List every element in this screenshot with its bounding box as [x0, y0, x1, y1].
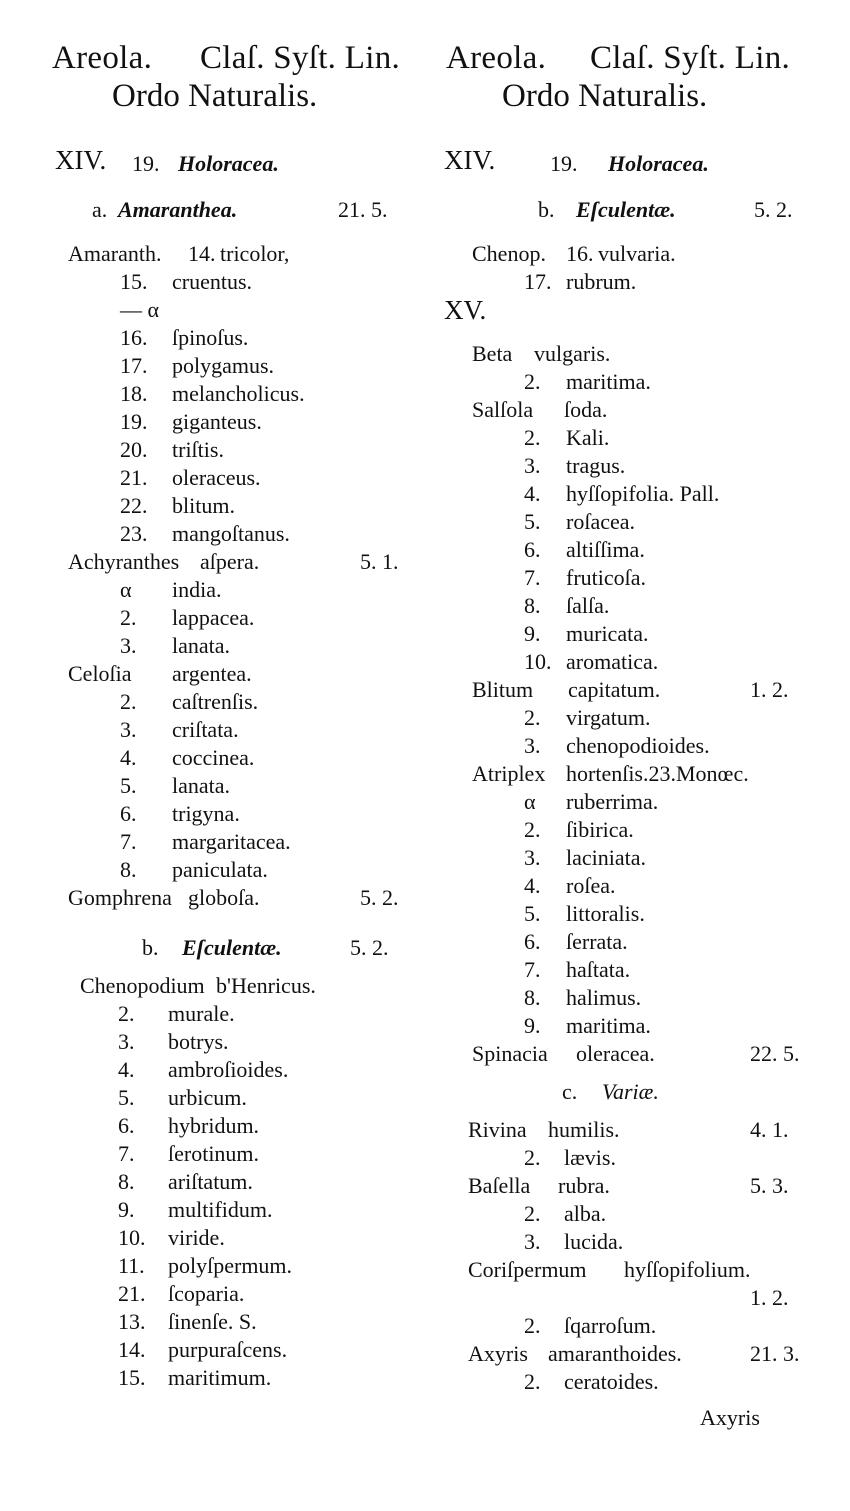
species-sp: coccinea.: [172, 745, 255, 770]
species-row: [0, 1140, 430, 1168]
species-row: [430, 844, 850, 872]
species-num: 20.: [120, 437, 148, 462]
subsection-b: [0, 934, 430, 962]
species-row: [430, 648, 850, 676]
species-row: [0, 772, 430, 800]
species-num: 11.: [118, 1253, 145, 1278]
species-row: [0, 1196, 430, 1224]
species-row: [0, 856, 430, 884]
species-sp: melancholicus.: [172, 381, 305, 406]
species-sp: humilis.: [548, 1117, 620, 1142]
species-num: 15.: [118, 1365, 146, 1390]
header-ordo-naturalis: Ordo Naturalis.: [502, 78, 708, 114]
species-row: [430, 928, 850, 956]
species-ref: 22. 5.: [750, 1041, 800, 1066]
species-row: [430, 1340, 850, 1368]
class-number: 19.: [550, 151, 578, 176]
species-row: [0, 576, 430, 604]
species-num: 5.: [120, 773, 137, 798]
species-num: 4.: [120, 745, 137, 770]
species-row: [0, 240, 430, 268]
species-sp: capitatum.: [568, 677, 661, 702]
species-row: [430, 480, 850, 508]
species-sp: laciniata.: [566, 845, 647, 870]
species-sp: mangoſtanus.: [172, 521, 290, 546]
species-num: 13.: [118, 1309, 146, 1334]
species-row: [430, 1040, 850, 1068]
species-sp: trigyna.: [172, 801, 240, 826]
species-sp: ſinenſe. S.: [168, 1309, 257, 1334]
species-num: 4.: [524, 481, 541, 506]
species-sp: lævis.: [564, 1145, 616, 1170]
species-num: 2.: [524, 425, 541, 450]
species-sp: hyſſopifolium.: [624, 1257, 751, 1282]
species-row: [0, 296, 430, 324]
species-num: 3.: [118, 1029, 135, 1054]
species-sp: halimus.: [566, 985, 642, 1010]
subsection-ref: 5. 2.: [754, 197, 793, 222]
species-sp: lappacea.: [172, 605, 255, 630]
species-row: [0, 1000, 430, 1028]
species-row: [430, 452, 850, 480]
species-row: [430, 1256, 850, 1284]
species-num: 2.: [524, 1145, 541, 1170]
subsection-label: a.: [92, 197, 108, 222]
subsection-label: c.: [562, 1079, 578, 1104]
species-sp: hyſſopifolia. Pall.: [566, 481, 720, 506]
species-num: 9.: [118, 1197, 135, 1222]
species-row: [430, 1312, 850, 1340]
species-sp: ſcoparia.: [168, 1281, 245, 1306]
species-row: [0, 1168, 430, 1196]
species-num: 19.: [120, 409, 148, 434]
species-row: [0, 1252, 430, 1280]
species-sp: criſtata.: [172, 717, 239, 742]
species-sp: Kali.: [566, 425, 610, 450]
species-row: [430, 1284, 850, 1312]
species-row: [0, 828, 430, 856]
species-row: [430, 240, 850, 268]
species-num: 8.: [524, 593, 541, 618]
species-num: 5.: [118, 1085, 135, 1110]
species-row: [0, 1084, 430, 1112]
species-num: 2.: [524, 1313, 541, 1338]
species-genus: Chenopodium: [80, 973, 205, 998]
subsection-name: Amaranthea.: [118, 197, 238, 222]
species-sp: polyſpermum.: [168, 1253, 293, 1278]
species-sp: rubrum.: [566, 269, 637, 294]
order-name: Holoracea.: [178, 151, 279, 176]
species-genus: Spinacia: [472, 1041, 548, 1066]
species-num: 10.: [118, 1225, 146, 1250]
species-num: 9.: [524, 1013, 541, 1038]
species-sp: ruberrima.: [566, 789, 659, 814]
species-sp: aſpera.: [200, 549, 260, 574]
species-sp: ſerotinum.: [168, 1141, 260, 1166]
species-sp: india.: [172, 577, 222, 602]
species-sp: tricolor,: [220, 241, 290, 266]
species-num: 10.: [524, 649, 552, 674]
species-sp: maritima.: [566, 369, 651, 394]
species-num: 4.: [118, 1057, 135, 1082]
species-sp: ariſtatum.: [168, 1169, 253, 1194]
species-num: 15.: [120, 269, 148, 294]
subsection-label: b.: [142, 935, 159, 960]
species-num: 18.: [120, 381, 148, 406]
species-sp: roſea.: [566, 873, 616, 898]
species-num: 16.: [566, 241, 594, 266]
species-num: 4.: [524, 873, 541, 898]
species-row: [0, 548, 430, 576]
species-row: [430, 732, 850, 760]
species-sp: haſtata.: [566, 957, 631, 982]
species-row: [430, 1144, 850, 1172]
species-row: [0, 800, 430, 828]
species-num: 2.: [524, 369, 541, 394]
species-sp: ſalſa.: [566, 593, 610, 618]
header-class-system: Claſ. Syſt. Lin.: [200, 40, 401, 76]
species-genus: Axyris: [468, 1341, 528, 1366]
species-row: [430, 676, 850, 704]
species-sp: paniculata.: [172, 857, 268, 882]
species-row: [0, 464, 430, 492]
species-genus: Celoſia: [68, 661, 132, 686]
species-row: [430, 956, 850, 984]
order-heading-xv: [430, 296, 850, 332]
species-sp: vulgaris.: [534, 341, 611, 366]
species-ref: 1. 2.: [750, 677, 789, 702]
species-sp: urbicum.: [168, 1085, 247, 1110]
species-ref: 1. 2.: [750, 1285, 789, 1310]
species-row: [430, 1172, 850, 1200]
subsection-name: Variæ.: [602, 1079, 659, 1104]
header-ordo-naturalis: Ordo Naturalis.: [112, 78, 318, 114]
species-num: 21.: [120, 465, 148, 490]
order-name: Holoracea.: [608, 151, 709, 176]
species-row: [430, 396, 850, 424]
species-row: [0, 744, 430, 772]
species-row: [430, 592, 850, 620]
species-sp: amaranthoides.: [548, 1341, 682, 1366]
species-num: 17.: [120, 353, 148, 378]
species-num: 7.: [524, 565, 541, 590]
species-row: [430, 900, 850, 928]
species-genus: Gomphrena: [68, 885, 172, 910]
species-row: [0, 352, 430, 380]
species-sp: ſibirica.: [566, 817, 634, 842]
species-sp: maritima.: [566, 1013, 651, 1038]
species-num: 2.: [524, 1369, 541, 1394]
species-sp: aromatica.: [566, 649, 659, 674]
species-num: α: [120, 577, 132, 602]
header-class-system: Claſ. Syſt. Lin.: [590, 40, 791, 76]
species-ref: 5. 1.: [360, 549, 399, 574]
species-sp: fruticoſa.: [566, 565, 647, 590]
species-row: [0, 1028, 430, 1056]
species-sp: altiſſima.: [566, 537, 645, 562]
species-num: 23.: [120, 521, 148, 546]
species-row: [430, 1228, 850, 1256]
species-sp: globoſa.: [188, 885, 260, 910]
species-num: 3.: [524, 845, 541, 870]
species-num: 2.: [120, 605, 137, 630]
species-row: [430, 704, 850, 732]
species-sp: ſqarroſum.: [564, 1313, 657, 1338]
species-row: [0, 688, 430, 716]
species-sp: giganteus.: [172, 409, 262, 434]
species-num: 6.: [524, 537, 541, 562]
species-row: [430, 788, 850, 816]
species-sp: littoralis.: [566, 901, 645, 926]
species-ref: 5. 3.: [750, 1173, 789, 1198]
species-sp: hortenſis.23.Monœc.: [566, 761, 749, 786]
species-sp: virgatum.: [566, 705, 651, 730]
species-sp: viride.: [168, 1225, 225, 1250]
species-row: [0, 520, 430, 548]
species-row: [0, 1056, 430, 1084]
species-row: [0, 1308, 430, 1336]
species-sp: caſtrenſis.: [172, 689, 259, 714]
subsection-name: Eſculentæ.: [182, 935, 282, 960]
species-row: [0, 408, 430, 436]
species-num: 6.: [118, 1113, 135, 1138]
species-row: [430, 760, 850, 788]
subsection-label: b.: [538, 197, 555, 222]
species-genus: Chenop.: [472, 241, 546, 266]
species-num: 17.: [524, 269, 552, 294]
header-areola: Areola.: [52, 40, 153, 76]
species-row: [0, 268, 430, 296]
species-genus: Baſella: [468, 1173, 531, 1198]
species-num: 3.: [524, 733, 541, 758]
species-num: α: [524, 789, 536, 814]
species-sp: lanata.: [172, 773, 231, 798]
species-num: — α: [120, 297, 160, 322]
species-num: 22.: [120, 493, 148, 518]
species-row: [0, 884, 430, 912]
subsection-a: [0, 196, 430, 224]
species-sp: ſoda.: [564, 397, 608, 422]
species-row: [0, 436, 430, 464]
species-genus: Beta: [472, 341, 513, 366]
species-num: 14.: [188, 241, 216, 266]
species-genus: Rivina: [468, 1117, 527, 1142]
species-sp: roſacea.: [566, 509, 635, 534]
subsection-c: [430, 1078, 850, 1106]
species-row: [0, 972, 430, 1000]
species-num: 6.: [524, 929, 541, 954]
species-row: [430, 536, 850, 564]
species-sp: triſtis.: [172, 437, 224, 462]
catchword-line: [430, 1404, 850, 1432]
species-num: 21.: [118, 1281, 146, 1306]
species-num: 2.: [524, 817, 541, 842]
species-sp: tragus.: [566, 453, 626, 478]
species-num: 8.: [118, 1169, 135, 1194]
species-genus: Blitum: [472, 677, 534, 702]
species-sp: multifidum.: [168, 1197, 273, 1222]
species-row: [430, 1368, 850, 1396]
species-row: [430, 368, 850, 396]
species-sp: lanata.: [172, 633, 231, 658]
species-row: [430, 340, 850, 368]
species-num: 8.: [524, 985, 541, 1010]
subsection-ref: 5. 2.: [350, 935, 389, 960]
species-genus: Amaranth.: [68, 241, 162, 266]
species-ref: 4. 1.: [750, 1117, 789, 1142]
species-row: [0, 632, 430, 660]
order-number: XIV.: [444, 145, 496, 175]
species-row: [430, 508, 850, 536]
species-num: 9.: [524, 621, 541, 646]
species-sp: b'Henricus.: [216, 973, 316, 998]
species-num: 3.: [524, 1229, 541, 1254]
right-column: [430, 0, 850, 1511]
species-row: [430, 268, 850, 296]
species-sp: purpuraſcens.: [168, 1337, 288, 1362]
species-num: 3.: [524, 453, 541, 478]
species-sp: hybridum.: [168, 1113, 260, 1138]
species-row: [430, 984, 850, 1012]
catchword: Axyris: [700, 1405, 760, 1430]
species-sp: argentea.: [172, 661, 252, 686]
species-sp: oleracea.: [576, 1041, 655, 1066]
species-row: [0, 1112, 430, 1140]
species-ref: 21. 3.: [750, 1341, 800, 1366]
species-genus: Atriplex: [472, 761, 546, 786]
species-num: 5.: [524, 509, 541, 534]
species-row: [430, 1200, 850, 1228]
species-row: [430, 1012, 850, 1040]
species-sp: ceratoides.: [564, 1369, 659, 1394]
species-sp: vulvaria.: [598, 241, 676, 266]
species-sp: margaritacea.: [172, 829, 291, 854]
species-ref: 5. 2.: [360, 885, 399, 910]
subsection-b: [430, 196, 850, 224]
species-num: 8.: [120, 857, 137, 882]
species-num: 5.: [524, 901, 541, 926]
species-row: [0, 324, 430, 352]
species-sp: rubra.: [558, 1173, 610, 1198]
species-sp: polygamus.: [172, 353, 275, 378]
species-sp: muricata.: [566, 621, 649, 646]
species-sp: ſerrata.: [566, 929, 628, 954]
species-row: [0, 716, 430, 744]
header-areola: Areola.: [446, 40, 547, 76]
species-sp: cruentus.: [172, 269, 253, 294]
species-num: 2.: [118, 1001, 135, 1026]
species-row: [0, 1364, 430, 1392]
species-sp: murale.: [168, 1001, 235, 1026]
species-genus: Coriſpermum: [468, 1257, 587, 1282]
species-genus: Salſola: [472, 397, 534, 422]
class-number: 19.: [132, 151, 160, 176]
species-num: 3.: [120, 633, 137, 658]
species-sp: botrys.: [168, 1029, 229, 1054]
species-sp: alba.: [564, 1201, 607, 1226]
species-row: [0, 380, 430, 408]
order-number: XV.: [444, 295, 487, 325]
species-num: 14.: [118, 1337, 146, 1362]
species-num: 7.: [524, 957, 541, 982]
species-row: [0, 492, 430, 520]
species-num: 3.: [120, 717, 137, 742]
order-heading: [430, 146, 850, 182]
species-sp: ambroſioides.: [168, 1057, 289, 1082]
species-sp: lucida.: [564, 1229, 624, 1254]
species-row: [430, 564, 850, 592]
species-num: 2.: [524, 1201, 541, 1226]
species-row: [430, 816, 850, 844]
order-number: XIV.: [55, 145, 107, 175]
species-row: [0, 660, 430, 688]
species-row: [0, 1336, 430, 1364]
species-sp: maritimum.: [168, 1365, 272, 1390]
species-sp: oleraceus.: [172, 465, 261, 490]
species-row: [0, 1224, 430, 1252]
species-row: [430, 1116, 850, 1144]
species-sp: chenopodioides.: [566, 733, 710, 758]
order-heading: [0, 146, 430, 182]
species-num: 7.: [118, 1141, 135, 1166]
subsection-name: Eſculentæ.: [576, 197, 676, 222]
species-genus: Achyranthes: [68, 549, 180, 574]
species-row: [0, 1280, 430, 1308]
species-sp: blitum.: [172, 493, 235, 518]
species-row: [430, 872, 850, 900]
species-row: [430, 424, 850, 452]
species-row: [430, 620, 850, 648]
species-row: [0, 604, 430, 632]
species-num: 2.: [524, 705, 541, 730]
subsection-ref: 21. 5.: [338, 197, 388, 222]
species-num: 7.: [120, 829, 137, 854]
species-num: 2.: [120, 689, 137, 714]
species-num: 6.: [120, 801, 137, 826]
species-num: 16.: [120, 325, 148, 350]
species-sp: ſpinoſus.: [172, 325, 249, 350]
